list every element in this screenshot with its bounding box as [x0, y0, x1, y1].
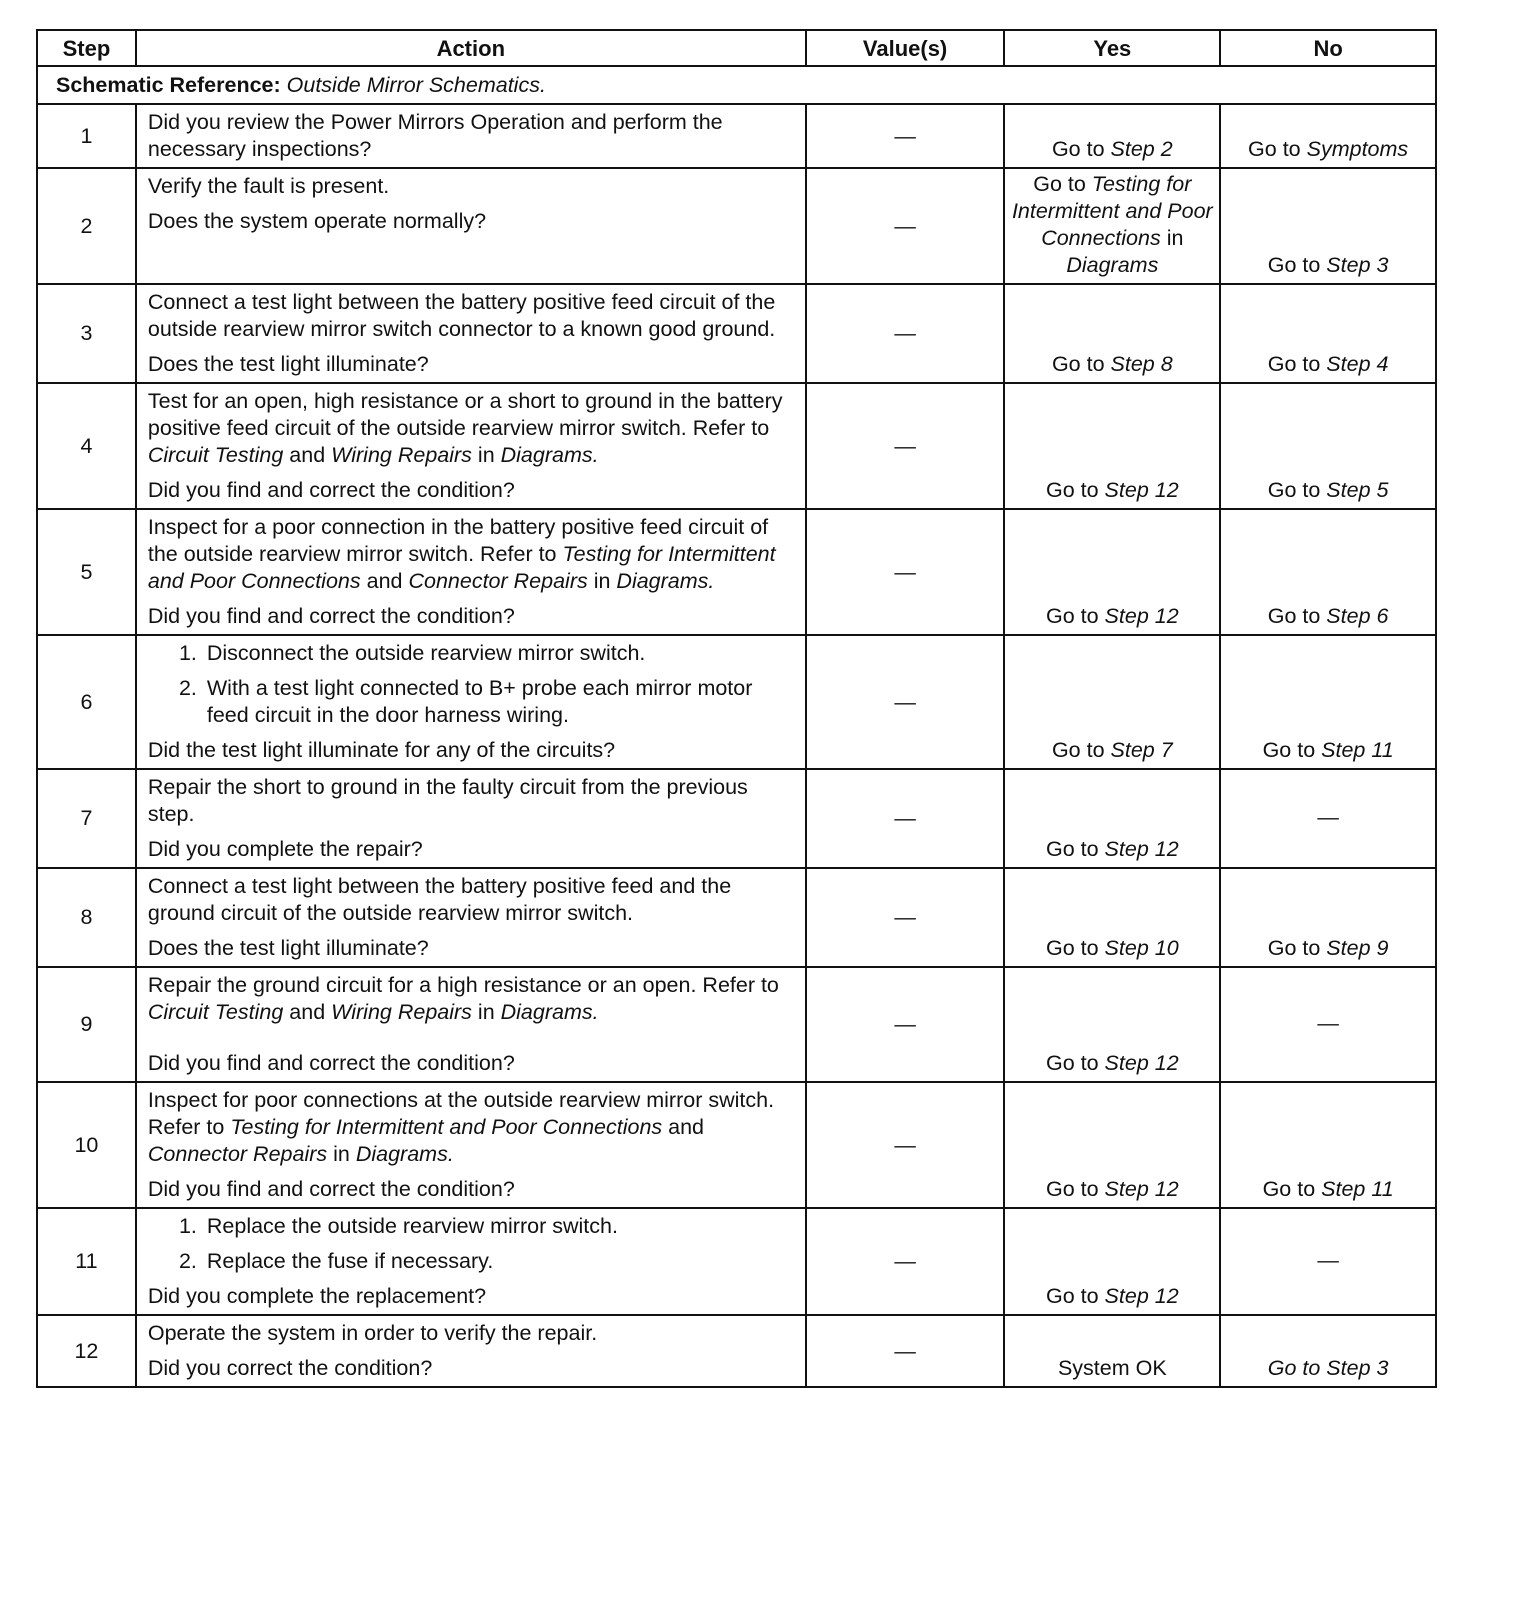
reference-link[interactable]: Step 10 — [1104, 936, 1179, 960]
action-paragraph — [148, 737, 795, 764]
reference-link[interactable]: Connector Repairs — [147, 1142, 328, 1166]
action-paragraph — [148, 873, 795, 927]
text-segment: Go to — [1051, 352, 1111, 376]
text-segment: Go to — [1262, 1177, 1322, 1201]
no-cell — [1220, 769, 1436, 868]
reference-link[interactable]: Step 3 — [1326, 253, 1389, 277]
header-yes: Yes — [1004, 30, 1220, 66]
reference-link[interactable]: Diagrams. — [616, 569, 715, 593]
text-segment: Does the test light illuminate? — [147, 352, 429, 376]
value-cell: — — [806, 868, 1005, 967]
yes-cell — [1004, 1082, 1220, 1208]
reference-link[interactable]: Diagrams. — [355, 1142, 454, 1166]
no-cell — [1220, 383, 1436, 509]
reference-link[interactable]: Step 2 — [1110, 137, 1173, 161]
action-paragraph — [148, 351, 795, 378]
reference-link[interactable]: Step 6 — [1326, 604, 1389, 628]
no-cell — [1220, 635, 1436, 769]
action-step-item: 2. Replace the fuse if necessary. — [203, 1248, 795, 1275]
reference-link[interactable]: Diagrams. — [500, 1000, 599, 1024]
table-row — [37, 967, 1436, 1082]
no-cell — [1220, 1208, 1436, 1315]
text-segment: in — [471, 1000, 501, 1024]
action-paragraph — [148, 603, 795, 630]
no-cell — [1220, 1315, 1436, 1387]
text-segment: Test for an open, high resistance or a short to ground in the battery positive feed circuit of the outside rearview mirror switch. Refer to — [147, 389, 783, 440]
reference-link[interactable]: Diagrams — [1066, 253, 1159, 277]
action-cell — [136, 1082, 806, 1208]
action-cell — [136, 168, 806, 284]
action-paragraph — [148, 972, 795, 1026]
header-row — [37, 30, 1436, 66]
text-segment: Repair the ground circuit for a high resistance or an open. Refer to — [147, 973, 779, 997]
action-cell — [136, 635, 806, 769]
yes-cell — [1004, 284, 1220, 383]
text-segment: Did you find and correct the condition? — [147, 1177, 515, 1201]
table-row — [37, 104, 1436, 168]
text-segment: Verify the fault is present. — [147, 174, 390, 198]
value-cell: — — [806, 383, 1005, 509]
table-row — [37, 1208, 1436, 1315]
reference-link[interactable]: Diagrams. — [500, 443, 599, 467]
text-segment: Go to — [1045, 837, 1105, 861]
text-segment: Repair the short to ground in the faulty circuit from the previous step. — [147, 775, 748, 826]
text-segment: Go to — [1045, 478, 1105, 502]
text-segment: Go to — [1262, 738, 1322, 762]
reference-link[interactable]: Step 12 — [1104, 1284, 1179, 1308]
reference-link[interactable]: Go to Step 3 — [1267, 1356, 1389, 1380]
yes-cell — [1004, 967, 1220, 1082]
reference-link[interactable]: Step 11 — [1321, 738, 1394, 762]
value-cell: — — [806, 509, 1005, 635]
schematic-reference — [37, 66, 1436, 104]
schematic-reference-row — [37, 66, 1436, 104]
reference-link[interactable]: Symptoms — [1306, 137, 1409, 161]
action-paragraph — [148, 208, 795, 235]
yes-cell — [1004, 104, 1220, 168]
schematic-reference-label: Schematic Reference: — [56, 72, 281, 97]
no-cell — [1220, 1082, 1436, 1208]
step-number: 5 — [37, 509, 136, 635]
text-segment: in — [471, 443, 501, 467]
step-number: 4 — [37, 383, 136, 509]
yes-cell — [1004, 769, 1220, 868]
value-cell: — — [806, 168, 1005, 284]
reference-link[interactable]: Step 12 — [1104, 604, 1179, 628]
text-segment: Go to — [1267, 253, 1327, 277]
step-number: 2 — [37, 168, 136, 284]
no-cell — [1220, 509, 1436, 635]
reference-link[interactable]: Testing for Intermittent and Poor Connections — [1011, 172, 1213, 250]
step-number: 1 — [37, 104, 136, 168]
diagnostic-table — [36, 29, 1437, 1388]
text-segment: Go to — [1045, 604, 1105, 628]
no-cell — [1220, 868, 1436, 967]
reference-link[interactable]: Testing for Intermittent and Poor Connections — [147, 542, 776, 593]
table-row — [37, 168, 1436, 284]
step-number: 11 — [37, 1208, 136, 1315]
value-cell: — — [806, 1315, 1005, 1387]
action-cell — [136, 967, 806, 1082]
action-cell — [136, 1315, 806, 1387]
action-paragraph — [148, 388, 795, 469]
reference-link[interactable]: Wiring Repairs — [331, 443, 472, 467]
text-segment: Did you find and correct the condition? — [147, 604, 515, 628]
action-step-item: 1. Replace the outside rearview mirror switch. — [203, 1213, 795, 1240]
value-cell: — — [806, 1082, 1005, 1208]
action-paragraph — [148, 1320, 795, 1347]
yes-cell — [1004, 1208, 1220, 1315]
action-step-item: 1. Disconnect the outside rearview mirror switch. — [203, 640, 795, 667]
action-paragraph — [148, 289, 795, 343]
yes-cell — [1004, 509, 1220, 635]
text-segment: Inspect for a poor connection in the battery positive feed circuit of the outside rearview mirror switch. Refer to — [147, 515, 769, 566]
action-paragraph — [148, 1050, 795, 1077]
no-cell — [1220, 104, 1436, 168]
reference-link[interactable]: Step 9 — [1326, 936, 1389, 960]
action-cell — [136, 509, 806, 635]
reference-link[interactable]: Step 12 — [1104, 837, 1179, 861]
header-values: Value(s) — [806, 30, 1005, 66]
text-segment: in — [1160, 226, 1184, 250]
action-cell — [136, 769, 806, 868]
step-number: 3 — [37, 284, 136, 383]
action-steps-list — [148, 640, 795, 729]
yes-cell — [1004, 168, 1220, 284]
text-segment: Connect a test light between the battery positive feed and the ground circuit of the outside rearview mirror switch. — [147, 874, 732, 925]
text-segment: and — [662, 1115, 705, 1139]
yes-cell — [1004, 383, 1220, 509]
text-segment: Operate the system in order to verify the repair. — [147, 1321, 598, 1345]
value-cell: — — [806, 104, 1005, 168]
step-number: 7 — [37, 769, 136, 868]
text-segment: and — [283, 1000, 332, 1024]
text-segment: System OK — [1057, 1356, 1167, 1380]
no-cell — [1220, 967, 1436, 1082]
action-step-item: 2. With a test light connected to B+ probe each mirror motor feed circuit in the door harness wiring. — [203, 675, 795, 729]
text-segment: Go to — [1248, 137, 1307, 161]
table-row — [37, 635, 1436, 769]
text-segment: in — [327, 1142, 356, 1166]
text-segment: Go to — [1045, 1177, 1105, 1201]
value-cell: — — [806, 769, 1005, 868]
reference-link[interactable]: Step 12 — [1104, 478, 1179, 502]
table-row — [37, 284, 1436, 383]
table-row — [37, 769, 1436, 868]
reference-link[interactable]: Step 8 — [1110, 352, 1173, 376]
action-paragraph — [148, 836, 795, 863]
reference-link[interactable]: Step 4 — [1326, 352, 1389, 376]
action-paragraph — [148, 477, 795, 504]
action-paragraph — [148, 1176, 795, 1203]
action-paragraph — [148, 1355, 795, 1382]
action-paragraph — [148, 774, 795, 828]
step-number: 8 — [37, 868, 136, 967]
text-segment: Connect a test light between the battery positive feed circuit of the outside rearview mirror switch connector to a known good ground. — [147, 290, 776, 341]
header-no: No — [1220, 30, 1436, 66]
reference-link[interactable]: Circuit Testing — [147, 1000, 284, 1024]
yes-cell — [1004, 868, 1220, 967]
text-segment: Go to — [1045, 1051, 1105, 1075]
value-cell: — — [806, 967, 1005, 1082]
table-row — [37, 1082, 1436, 1208]
text-segment: — — [1317, 1011, 1339, 1035]
reference-link[interactable]: Circuit Testing — [147, 443, 284, 467]
header-action: Action — [136, 30, 806, 66]
text-segment: Go to — [1267, 352, 1327, 376]
action-cell — [136, 383, 806, 509]
reference-link[interactable]: Step 11 — [1321, 1177, 1394, 1201]
action-paragraph — [148, 514, 795, 595]
reference-link[interactable]: Step 7 — [1110, 738, 1173, 762]
yes-cell — [1004, 635, 1220, 769]
no-cell — [1220, 284, 1436, 383]
value-cell: — — [806, 1208, 1005, 1315]
text-segment: Did you find and correct the condition? — [147, 478, 515, 502]
value-cell: — — [806, 284, 1005, 383]
text-segment: and — [283, 443, 332, 467]
yes-cell — [1004, 1315, 1220, 1387]
text-segment: Go to — [1033, 172, 1092, 196]
text-segment: Go to — [1051, 137, 1111, 161]
text-segment: Did you correct the condition? — [147, 1356, 433, 1380]
action-paragraph — [148, 935, 795, 962]
value-cell: — — [806, 635, 1005, 769]
step-number: 6 — [37, 635, 136, 769]
action-cell — [136, 868, 806, 967]
action-paragraph — [148, 1087, 795, 1168]
schematic-reference-link[interactable]: Outside Mirror Schematics. — [286, 72, 546, 97]
action-cell — [136, 284, 806, 383]
text-segment: in — [587, 569, 617, 593]
text-segment: — — [1317, 805, 1339, 829]
text-segment: Did the test light illuminate for any of the circuits? — [147, 738, 616, 762]
action-steps-list — [148, 1213, 795, 1275]
table-row — [37, 383, 1436, 509]
step-number: 12 — [37, 1315, 136, 1387]
reference-link[interactable]: Connector Repairs — [408, 569, 588, 593]
no-cell — [1220, 168, 1436, 284]
text-segment: Does the system operate normally? — [147, 209, 487, 233]
text-segment: Go to — [1045, 936, 1105, 960]
text-segment: Go to — [1267, 604, 1327, 628]
step-number: 9 — [37, 967, 136, 1082]
table-row — [37, 1315, 1436, 1387]
action-paragraph — [148, 109, 795, 163]
action-cell — [136, 104, 806, 168]
text-segment: Go to — [1267, 478, 1327, 502]
reference-link[interactable]: Step 12 — [1104, 1177, 1179, 1201]
header-step: Step — [37, 30, 136, 66]
text-segment: Go to — [1051, 738, 1111, 762]
action-cell — [136, 1208, 806, 1315]
reference-link[interactable]: Step 12 — [1104, 1051, 1179, 1075]
action-paragraph — [148, 1283, 795, 1310]
text-segment: Did you complete the repair? — [147, 837, 423, 861]
text-segment: Go to — [1267, 936, 1327, 960]
action-paragraph — [148, 173, 795, 200]
text-segment: — — [1317, 1248, 1339, 1272]
reference-link[interactable]: Step 5 — [1326, 478, 1389, 502]
text-segment: and — [360, 569, 409, 593]
text-segment: Inspect for poor connections at the outside rearview mirror switch. Refer to — [147, 1088, 775, 1139]
table-row — [37, 509, 1436, 635]
reference-link[interactable]: Wiring Repairs — [331, 1000, 472, 1024]
text-segment: Did you review the Power Mirrors Operation and perform the necessary inspections? — [147, 110, 723, 161]
step-number: 10 — [37, 1082, 136, 1208]
text-segment: Does the test light illuminate? — [147, 936, 429, 960]
table-row — [37, 868, 1436, 967]
reference-link[interactable]: Testing for Intermittent and Poor Connections — [230, 1115, 663, 1139]
text-segment: Did you find and correct the condition? — [147, 1051, 515, 1075]
text-segment: Did you complete the replacement? — [147, 1284, 487, 1308]
text-segment: Go to — [1045, 1284, 1105, 1308]
